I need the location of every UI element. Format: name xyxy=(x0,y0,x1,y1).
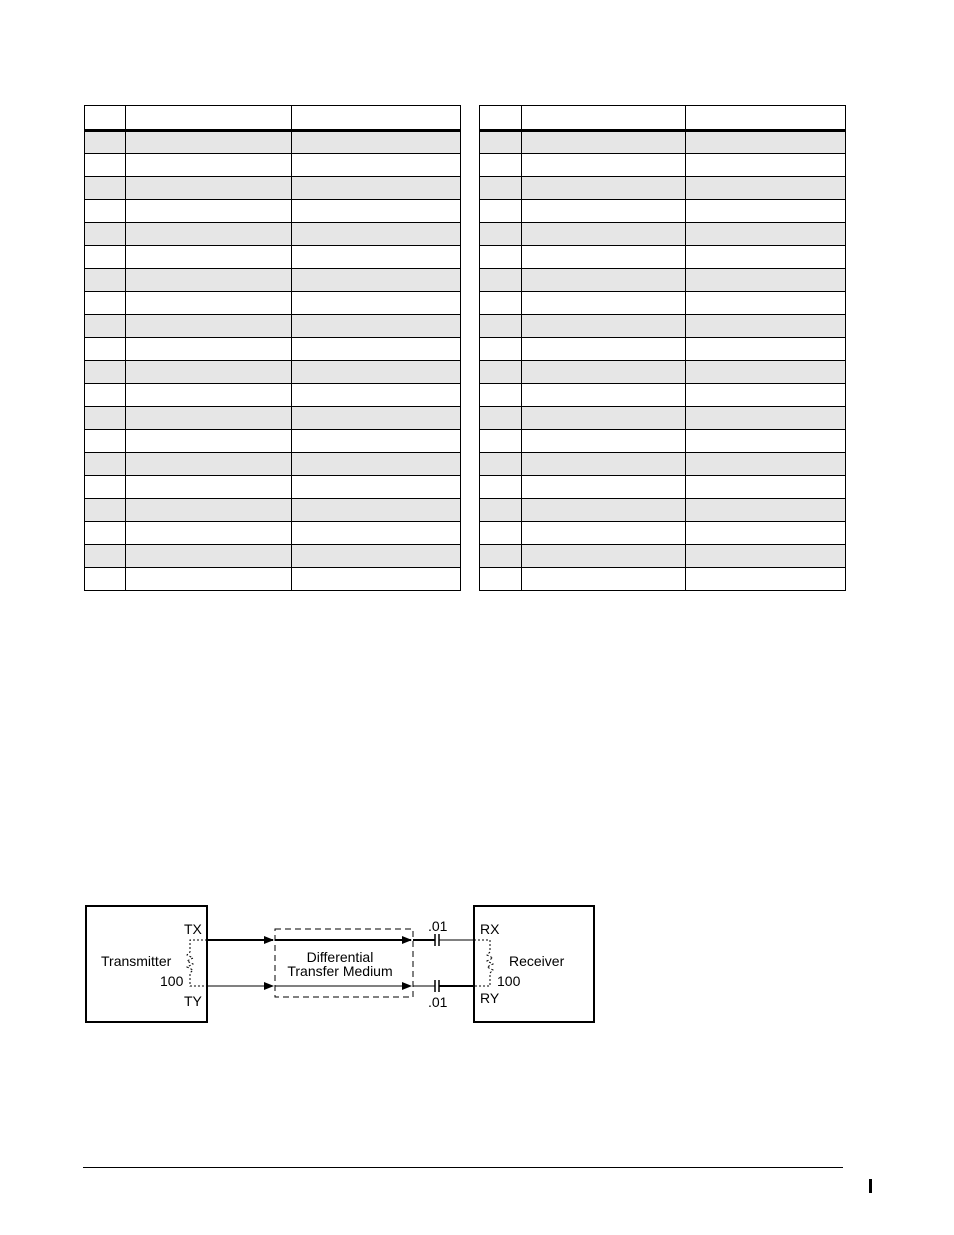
table-cell xyxy=(292,384,461,407)
table-cell xyxy=(126,522,292,545)
table-cell xyxy=(522,545,686,568)
table-cell xyxy=(480,361,522,384)
table-cell xyxy=(85,361,126,384)
table-cell xyxy=(522,292,686,315)
table-cell xyxy=(292,223,461,246)
table-row xyxy=(480,246,846,269)
table-row xyxy=(480,407,846,430)
table-cell xyxy=(292,315,461,338)
table-cell xyxy=(85,131,126,154)
table-row xyxy=(480,315,846,338)
pin-table-left xyxy=(84,105,461,591)
table-cell xyxy=(686,269,846,292)
table-cell xyxy=(480,200,522,223)
transmitter-label: Transmitter xyxy=(101,953,172,969)
table-cell xyxy=(85,499,126,522)
table-cell xyxy=(686,499,846,522)
table-cell xyxy=(480,522,522,545)
medium-label-line2: Transfer Medium xyxy=(287,963,393,979)
table-cell xyxy=(126,430,292,453)
table-cell xyxy=(126,154,292,177)
table-row xyxy=(480,177,846,200)
table-cell xyxy=(522,338,686,361)
table-cell xyxy=(686,223,846,246)
table-cell xyxy=(480,568,522,591)
table-row xyxy=(85,177,461,200)
table-cell xyxy=(686,476,846,499)
header-cell xyxy=(85,106,126,131)
table-row xyxy=(85,131,461,154)
table-row xyxy=(85,499,461,522)
table-row xyxy=(85,200,461,223)
table-row xyxy=(480,430,846,453)
table-cell xyxy=(292,154,461,177)
receiver-rx-label: RX xyxy=(480,921,500,937)
table-cell xyxy=(85,200,126,223)
table-cell xyxy=(522,499,686,522)
table-cell xyxy=(126,338,292,361)
table-cell xyxy=(480,476,522,499)
table-cell xyxy=(522,177,686,200)
transmitter-resistor-label: 100 xyxy=(160,973,184,989)
table-row xyxy=(85,384,461,407)
table-cell xyxy=(522,200,686,223)
table-cell xyxy=(126,292,292,315)
table-cell xyxy=(292,246,461,269)
table-row xyxy=(85,246,461,269)
table-row xyxy=(85,315,461,338)
table-cell xyxy=(480,315,522,338)
table-cell xyxy=(522,223,686,246)
table-cell xyxy=(480,177,522,200)
table-cell xyxy=(292,131,461,154)
table-cell xyxy=(522,407,686,430)
table-cell xyxy=(292,522,461,545)
table-cell xyxy=(85,269,126,292)
table-row xyxy=(480,223,846,246)
table-cell xyxy=(522,476,686,499)
table-header-row xyxy=(85,106,461,131)
table-cell xyxy=(85,453,126,476)
table-cell xyxy=(85,384,126,407)
page-marker xyxy=(869,1179,872,1193)
table-row xyxy=(480,131,846,154)
table-cell xyxy=(522,568,686,591)
table-cell xyxy=(522,315,686,338)
table-row xyxy=(480,154,846,177)
table-cell xyxy=(292,568,461,591)
header-cell xyxy=(126,106,292,131)
table-cell xyxy=(85,568,126,591)
table-row xyxy=(85,453,461,476)
table-row xyxy=(85,407,461,430)
table-cell xyxy=(686,338,846,361)
table-cell xyxy=(126,177,292,200)
table-cell xyxy=(126,269,292,292)
table-cell xyxy=(480,453,522,476)
table-cell xyxy=(686,177,846,200)
receiver-resistor-icon xyxy=(474,940,493,986)
table-cell xyxy=(480,384,522,407)
table-cell xyxy=(85,154,126,177)
medium-label-line1: Differential xyxy=(306,949,374,965)
table-cell xyxy=(85,223,126,246)
table-cell xyxy=(522,384,686,407)
table-row xyxy=(85,545,461,568)
table-cell xyxy=(85,292,126,315)
receiver-resistor-label: 100 xyxy=(497,973,521,989)
table-row xyxy=(85,269,461,292)
table-cell xyxy=(85,338,126,361)
table-row xyxy=(480,200,846,223)
table-row xyxy=(85,223,461,246)
table-cell xyxy=(292,177,461,200)
table-row xyxy=(85,568,461,591)
table-cell xyxy=(126,223,292,246)
table-cell xyxy=(686,384,846,407)
table-row xyxy=(480,568,846,591)
header-cell xyxy=(480,106,522,131)
table-cell xyxy=(522,131,686,154)
table-cell xyxy=(292,292,461,315)
table-row xyxy=(85,154,461,177)
table-cell xyxy=(126,384,292,407)
table-cell xyxy=(480,154,522,177)
table-cell xyxy=(126,361,292,384)
table-cell xyxy=(85,430,126,453)
table-row xyxy=(480,499,846,522)
table-row xyxy=(85,361,461,384)
table-row xyxy=(85,476,461,499)
table-row xyxy=(480,384,846,407)
table-cell xyxy=(292,430,461,453)
table-cell xyxy=(126,453,292,476)
transmitter-tx-label: TX xyxy=(184,921,202,937)
table-cell xyxy=(126,545,292,568)
table-cell xyxy=(292,338,461,361)
table-row xyxy=(480,269,846,292)
table-cell xyxy=(85,522,126,545)
table-cell xyxy=(85,545,126,568)
table-cell xyxy=(686,568,846,591)
table-row xyxy=(480,545,846,568)
table-cell xyxy=(292,269,461,292)
table-cell xyxy=(292,499,461,522)
table-cell xyxy=(686,154,846,177)
table-cell xyxy=(522,522,686,545)
table-header-row xyxy=(480,106,846,131)
table-cell xyxy=(292,453,461,476)
header-cell xyxy=(522,106,686,131)
table-cell xyxy=(126,476,292,499)
table-cell xyxy=(480,131,522,154)
table-cell xyxy=(126,131,292,154)
table-cell xyxy=(686,131,846,154)
table-cell xyxy=(522,361,686,384)
transmitter-resistor-icon xyxy=(187,940,207,986)
table-cell xyxy=(522,430,686,453)
header-cell xyxy=(686,106,846,131)
table-cell xyxy=(292,407,461,430)
table-row xyxy=(85,430,461,453)
table-cell xyxy=(686,522,846,545)
table-cell xyxy=(686,315,846,338)
table-cell xyxy=(686,361,846,384)
table-cell xyxy=(126,499,292,522)
table-row xyxy=(85,292,461,315)
table-cell xyxy=(126,246,292,269)
table-cell xyxy=(85,246,126,269)
table-cell xyxy=(126,568,292,591)
table-cell xyxy=(126,407,292,430)
table-cell xyxy=(686,407,846,430)
table-row xyxy=(85,522,461,545)
capacitor-bottom-label: .01 xyxy=(428,994,448,1010)
receiver-ry-label: RY xyxy=(480,990,500,1006)
header-cell xyxy=(292,106,461,131)
table-cell xyxy=(480,246,522,269)
table-cell xyxy=(126,200,292,223)
table-cell xyxy=(85,177,126,200)
table-cell xyxy=(480,223,522,246)
table-row xyxy=(480,292,846,315)
table-cell xyxy=(480,430,522,453)
table-cell xyxy=(480,292,522,315)
table-cell xyxy=(686,453,846,476)
table-cell xyxy=(522,269,686,292)
table-cell xyxy=(85,476,126,499)
pin-table-right xyxy=(479,105,846,591)
table-cell xyxy=(126,315,292,338)
table-cell xyxy=(686,292,846,315)
differential-circuit-diagram xyxy=(0,890,620,1040)
table-cell xyxy=(292,361,461,384)
table-row xyxy=(85,338,461,361)
table-cell xyxy=(480,269,522,292)
table-row xyxy=(480,361,846,384)
table-cell xyxy=(522,154,686,177)
footer-rule xyxy=(83,1167,843,1168)
table-cell xyxy=(522,246,686,269)
table-cell xyxy=(292,545,461,568)
table-cell xyxy=(292,200,461,223)
table-row xyxy=(480,453,846,476)
table-cell xyxy=(85,407,126,430)
capacitor-top-label: .01 xyxy=(428,918,448,934)
table-row xyxy=(480,338,846,361)
table-cell xyxy=(522,453,686,476)
table-cell xyxy=(292,476,461,499)
table-cell xyxy=(686,545,846,568)
table-cell xyxy=(480,499,522,522)
receiver-label: Receiver xyxy=(509,953,565,969)
table-cell xyxy=(686,246,846,269)
table-cell xyxy=(480,338,522,361)
table-row xyxy=(480,522,846,545)
table-row xyxy=(480,476,846,499)
table-cell xyxy=(85,315,126,338)
transmitter-ty-label: TY xyxy=(184,993,202,1009)
table-cell xyxy=(686,430,846,453)
table-cell xyxy=(686,200,846,223)
table-cell xyxy=(480,407,522,430)
table-cell xyxy=(480,545,522,568)
